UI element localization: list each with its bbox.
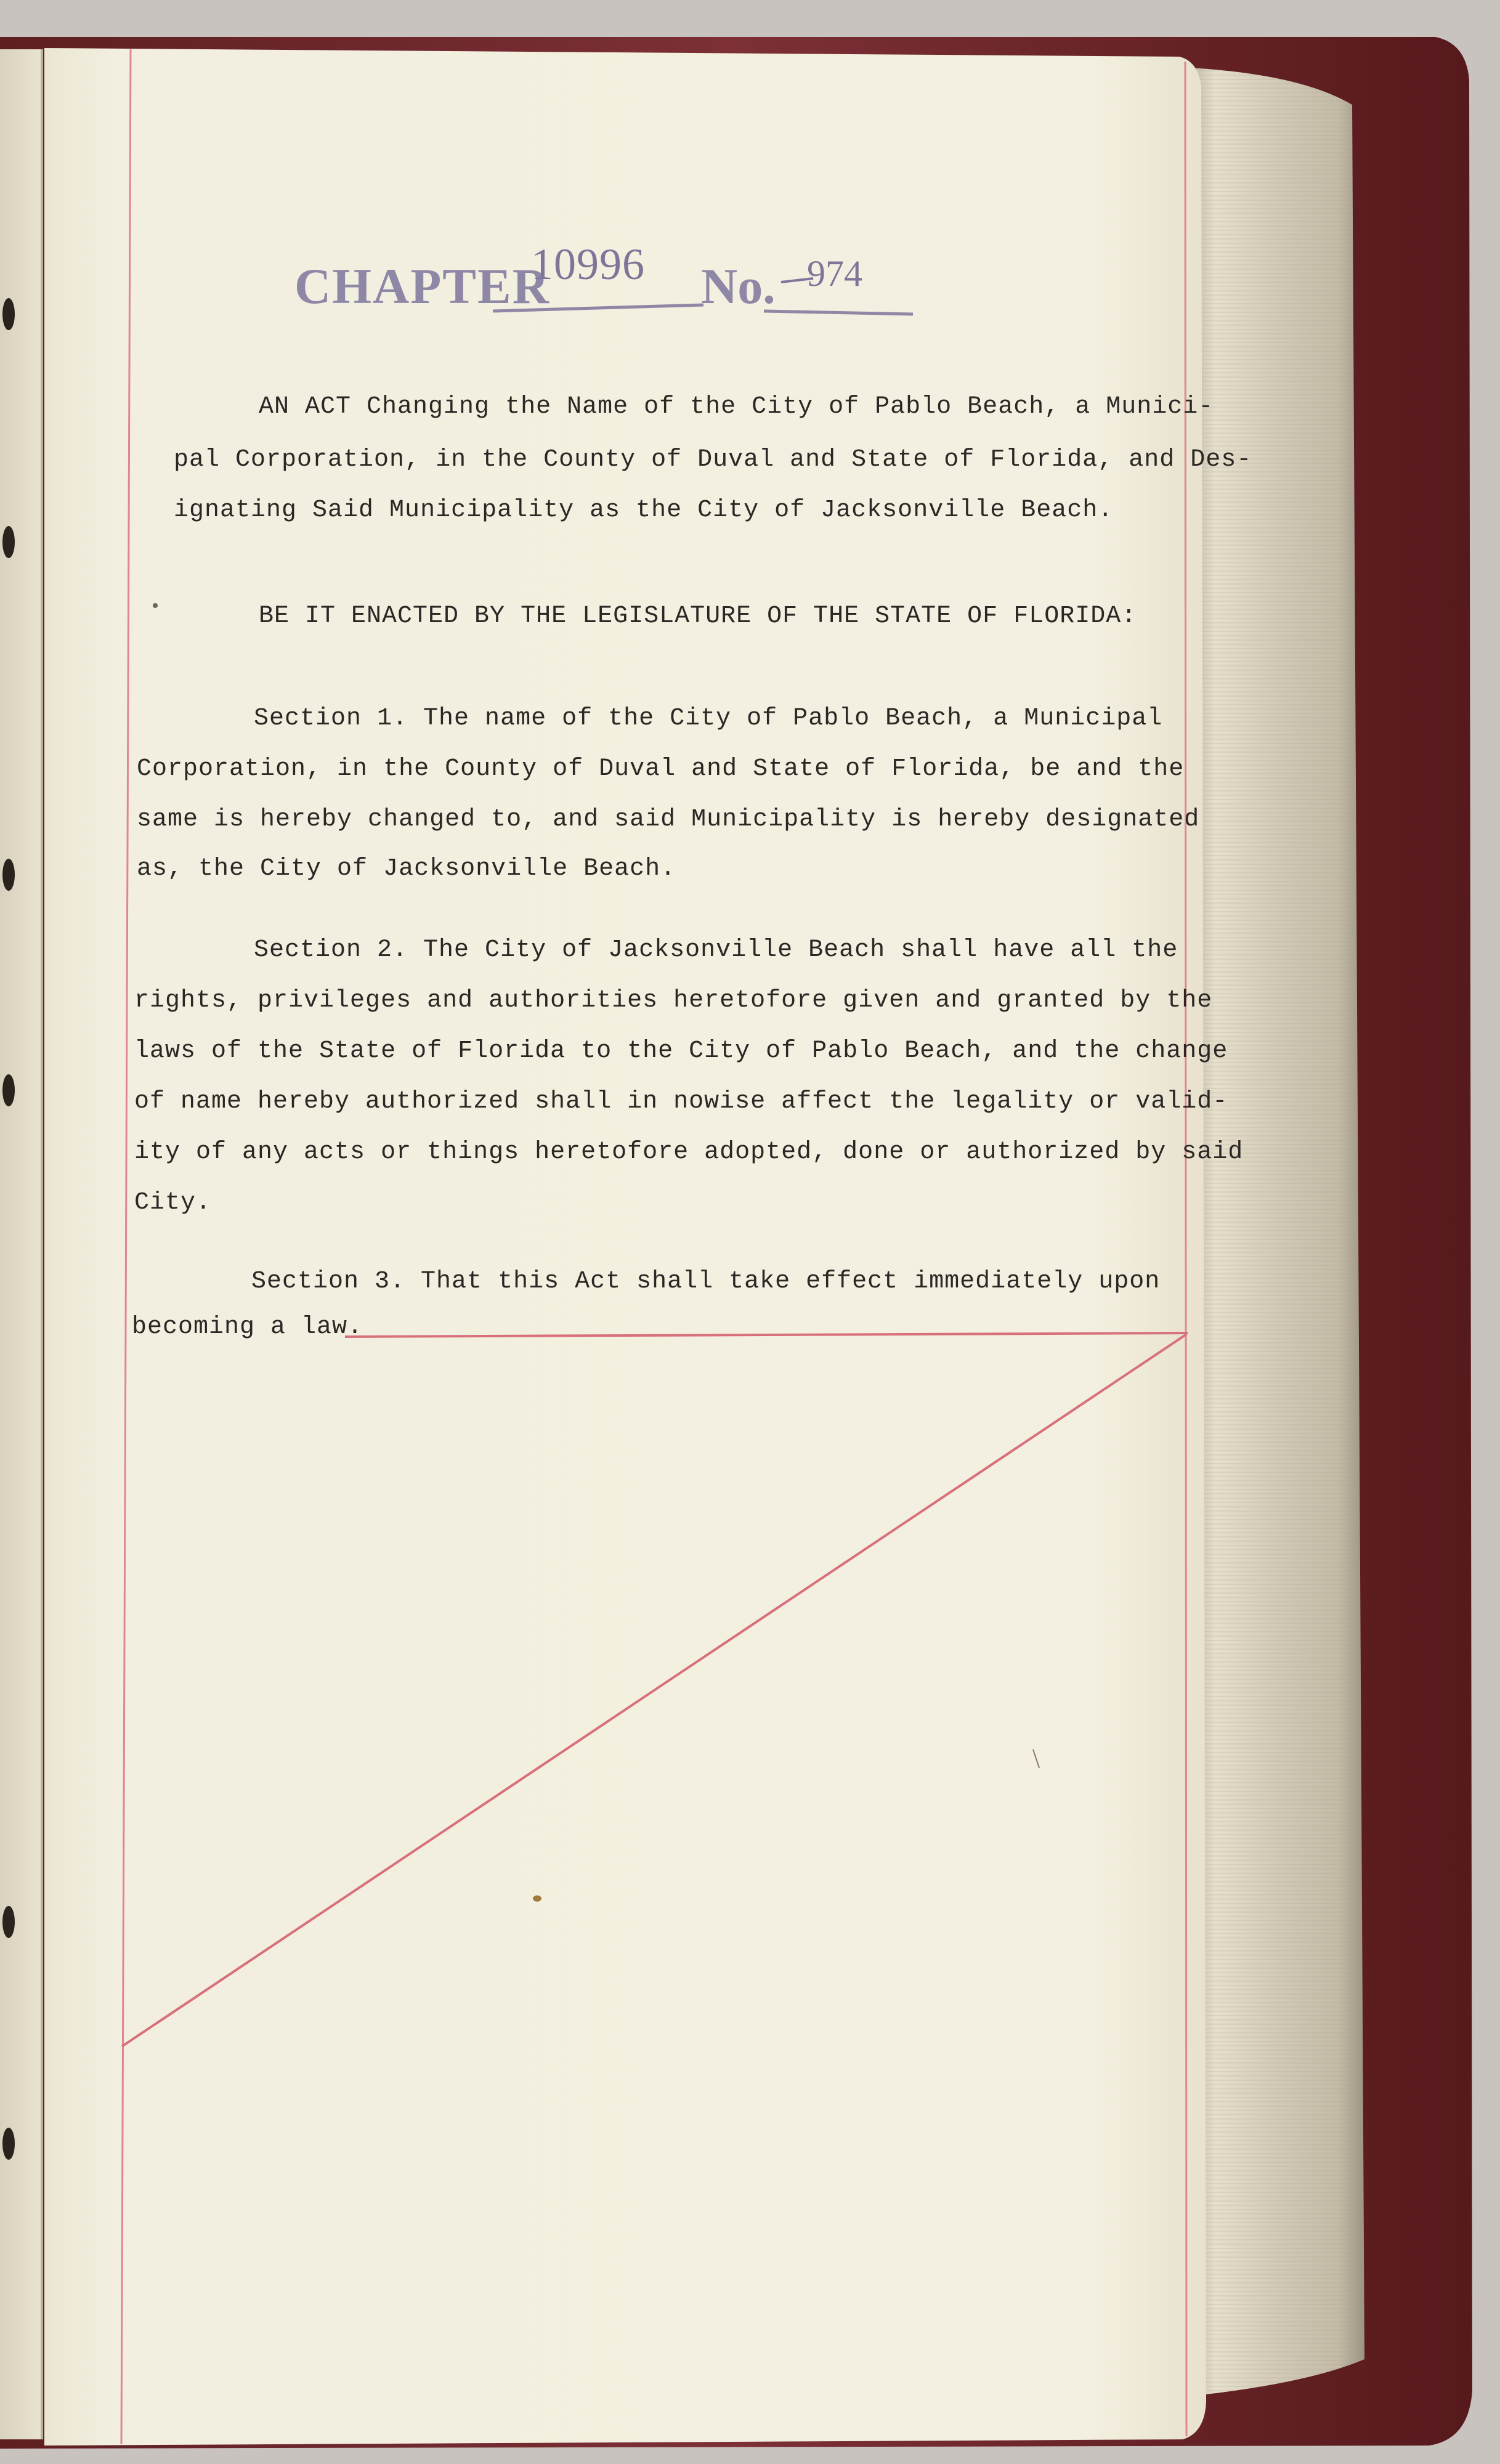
act-title-line: AN ACT Changing the Name of the City of Pablo Beach, a Munici- — [259, 393, 1214, 421]
section-3-line: Section 3. That this Act shall take effect immediately upon — [251, 1268, 1161, 1295]
section-2-line: of name hereby authorized shall in nowise affect the legality or valid- — [134, 1088, 1228, 1116]
chapter-number: 10996 — [531, 240, 645, 289]
chapter-label: CHAPTER — [294, 258, 550, 314]
section-1-line: Section 1. The name of the City of Pablo Beach, a Municipal — [254, 705, 1163, 732]
section-1-line: same is hereby changed to, and said Municipality is hereby designated — [137, 806, 1200, 833]
section-2-line: ity of any acts or things heretofore adopted, done or authorized by said — [134, 1138, 1244, 1166]
section-2-line: City. — [134, 1189, 212, 1217]
number-label: No. — [701, 258, 776, 314]
section-1-line: Corporation, in the County of Duval and State of Florida, be and the — [137, 755, 1185, 783]
section-2-line: laws of the State of Florida to the City of Pablo Beach, and the change — [134, 1037, 1228, 1065]
section-3-line: becoming a law. — [132, 1313, 363, 1341]
page-edge-lines — [1189, 68, 1364, 2396]
enacting-clause: BE IT ENACTED BY THE LEGISLATURE OF THE STATE OF FLORIDA: — [259, 602, 1137, 630]
act-title-line: pal Corporation, in the County of Duval and State of Florida, and Des- — [174, 446, 1252, 474]
section-1-line: as, the City of Jacksonville Beach. — [137, 855, 676, 883]
act-title-line: ignating Said Municipality as the City of Jacksonville Beach. — [174, 496, 1114, 524]
section-2-line: rights, privileges and authorities heretofore given and granted by the — [134, 987, 1213, 1015]
act-number: 974 — [807, 253, 862, 294]
section-2-line: Section 2. The City of Jacksonville Beach shall have all the — [254, 936, 1178, 964]
left-page — [0, 49, 43, 2439]
